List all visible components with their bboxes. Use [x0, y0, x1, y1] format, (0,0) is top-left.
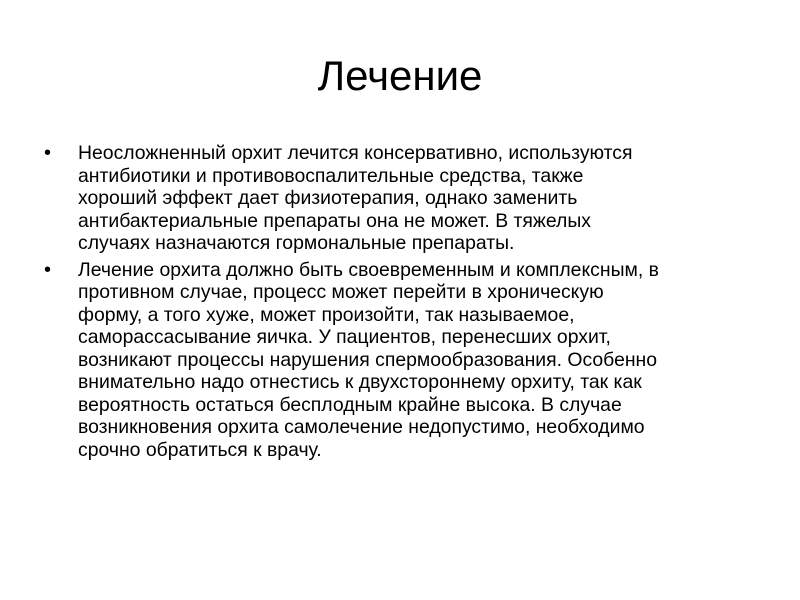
bullet-item [0, 259, 800, 462]
bullet-item [0, 142, 800, 255]
text-line: форму, а того хуже, может произойти, так называемое, [78, 303, 575, 326]
text-line: возникают процессы нарушения спермообразования. Особенно [78, 348, 658, 371]
text-line: внимательно надо отнестись к двухстороннему орхиту, так как [78, 371, 642, 393]
text-line: Неосложненный орхит лечится консервативно, используются [78, 142, 633, 164]
bullet-dot-icon: • [44, 258, 52, 281]
text-line: срочно обратиться к врачу. [78, 438, 322, 461]
text-line: случаях назначаются гормональные препараты. [78, 232, 515, 254]
bullet-text [78, 142, 800, 255]
text-line: вероятность остаться бесплодным крайне высока. В случае [78, 393, 622, 416]
text-line: антибиотики и противовоспалительные средства, также [78, 164, 584, 187]
bullet-dot-icon: • [44, 142, 52, 164]
text-line: возникновения орхита самолечение недопустимо, необходимо [78, 416, 645, 438]
text-line: Лечение орхита должно быть своевременным и комплексным, в [78, 258, 659, 281]
bullet-list [0, 142, 800, 465]
text-line: саморассасывание яичка. У пациентов, перенесших орхит, [78, 326, 611, 348]
text-line: противном случае, процесс может перейти в хроническую [78, 281, 604, 303]
text-line: антибактериальные препараты она не может. В тяжелых [78, 209, 591, 232]
slide-title: Лечение [317, 52, 483, 99]
text-line: хороший эффект дает физиотерапия, однако заменить [78, 187, 578, 209]
bullet-text [78, 259, 800, 462]
